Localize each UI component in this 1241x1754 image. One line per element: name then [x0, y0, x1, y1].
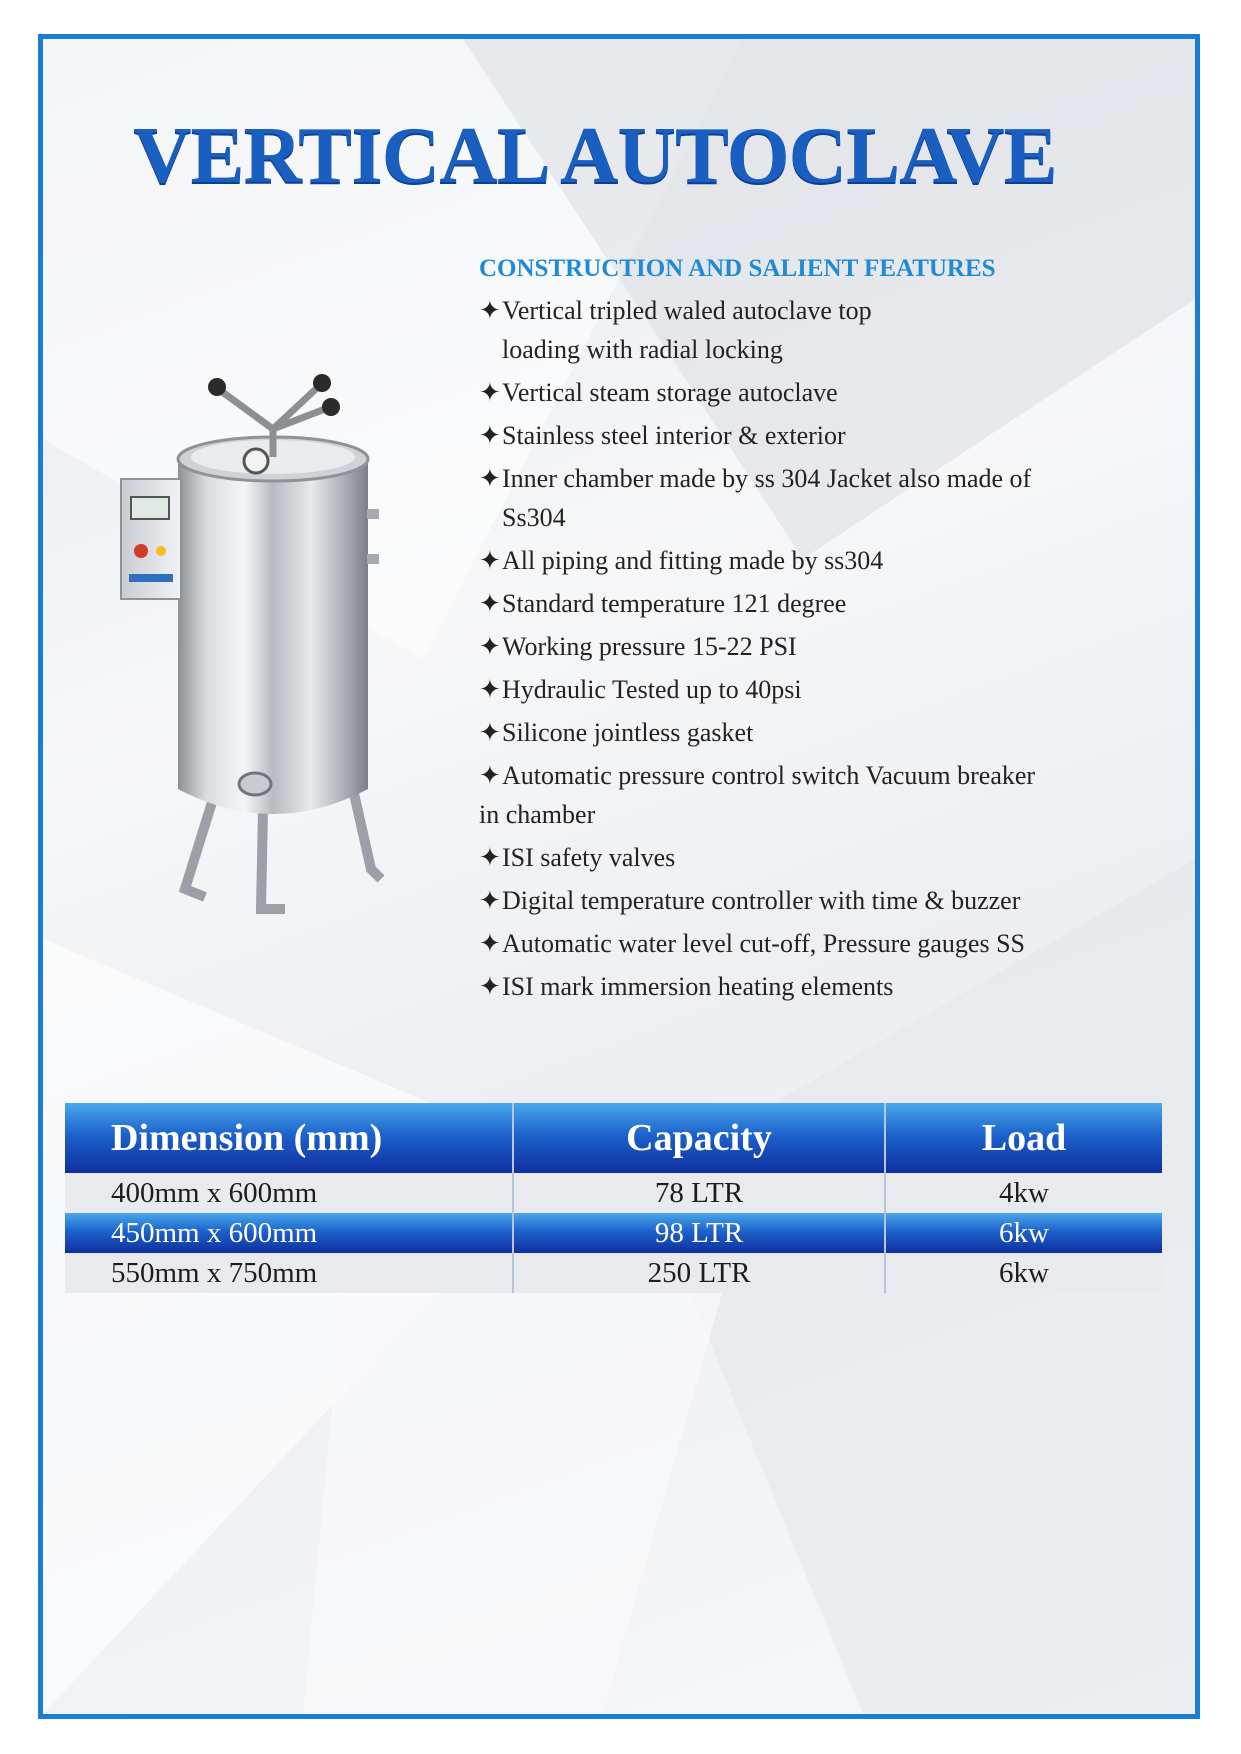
page-title: VERTICAL AUTOCLAVE [133, 110, 1057, 200]
cell-dimension: 450mm x 600mm [65, 1213, 513, 1253]
star-bullet-icon: ✦ [479, 589, 501, 618]
feature-item: ✦ ISI mark immersion heating elements [479, 967, 1119, 1006]
features-heading: CONSTRUCTION AND SALIENT FEATURES [479, 255, 996, 282]
table-header-row [65, 1103, 1162, 1173]
feature-item: ✦ Digital temperature controller with time & buzzer [479, 881, 1119, 920]
feature-item: ✦ Vertical tripled waled autoclave top loading with radial locking [479, 291, 1119, 369]
feature-item: ✦ Automatic water level cut-off, Pressure gauges SS [479, 924, 1119, 963]
feature-item: ✦ Inner chamber made by ss 304 Jacket also made of Ss304 [479, 459, 1119, 537]
feature-item: ✦ Hydraulic Tested up to 40psi [479, 670, 1119, 709]
cell-capacity: 250 LTR [513, 1253, 885, 1293]
feature-item: ✦ ISI safety valves [479, 838, 1119, 877]
header-dimension: Dimension (mm) [65, 1103, 513, 1173]
cell-load: 6kw [885, 1213, 1162, 1253]
star-bullet-icon: ✦ [479, 929, 501, 958]
cell-load: 6kw [885, 1253, 1162, 1293]
cell-capacity: 78 LTR [513, 1173, 885, 1213]
table-row [65, 1173, 1162, 1213]
star-bullet-icon: ✦ [479, 843, 501, 872]
feature-item: ✦ Vertical steam storage autoclave [479, 373, 1119, 412]
table-row [65, 1213, 1162, 1253]
star-bullet-icon: ✦ [479, 296, 501, 325]
star-bullet-icon: ✦ [479, 972, 501, 1001]
page-frame [38, 34, 1200, 1719]
star-bullet-icon: ✦ [479, 421, 501, 450]
star-bullet-icon: ✦ [479, 378, 501, 407]
header-load: Load [885, 1103, 1162, 1173]
feature-item: ✦ Working pressure 15-22 PSI [479, 627, 1119, 666]
star-bullet-icon: ✦ [479, 718, 501, 747]
feature-item: ✦ Stainless steel interior & exterior [479, 416, 1119, 455]
header-capacity: Capacity [513, 1103, 885, 1173]
feature-item: ✦ Standard temperature 121 degree [479, 584, 1119, 623]
cell-load: 4kw [885, 1173, 1162, 1213]
table-row [65, 1253, 1162, 1293]
star-bullet-icon: ✦ [479, 464, 501, 493]
feature-item: ✦ Silicone jointless gasket [479, 713, 1119, 752]
star-bullet-icon: ✦ [479, 546, 501, 575]
features-list [479, 291, 1119, 1010]
star-bullet-icon: ✦ [479, 632, 501, 661]
cell-dimension: 550mm x 750mm [65, 1253, 513, 1293]
specification-table [65, 1103, 1162, 1293]
feature-item: ✦ Automatic pressure control switch Vacuum breaker in chamber [479, 756, 1119, 834]
feature-item: ✦ All piping and fitting made by ss304 [479, 541, 1119, 580]
star-bullet-icon: ✦ [479, 886, 501, 915]
star-bullet-icon: ✦ [479, 675, 501, 704]
cell-capacity: 98 LTR [513, 1213, 885, 1253]
cell-dimension: 400mm x 600mm [65, 1173, 513, 1213]
autoclave-product-image [93, 369, 433, 939]
star-bullet-icon: ✦ [479, 761, 501, 790]
